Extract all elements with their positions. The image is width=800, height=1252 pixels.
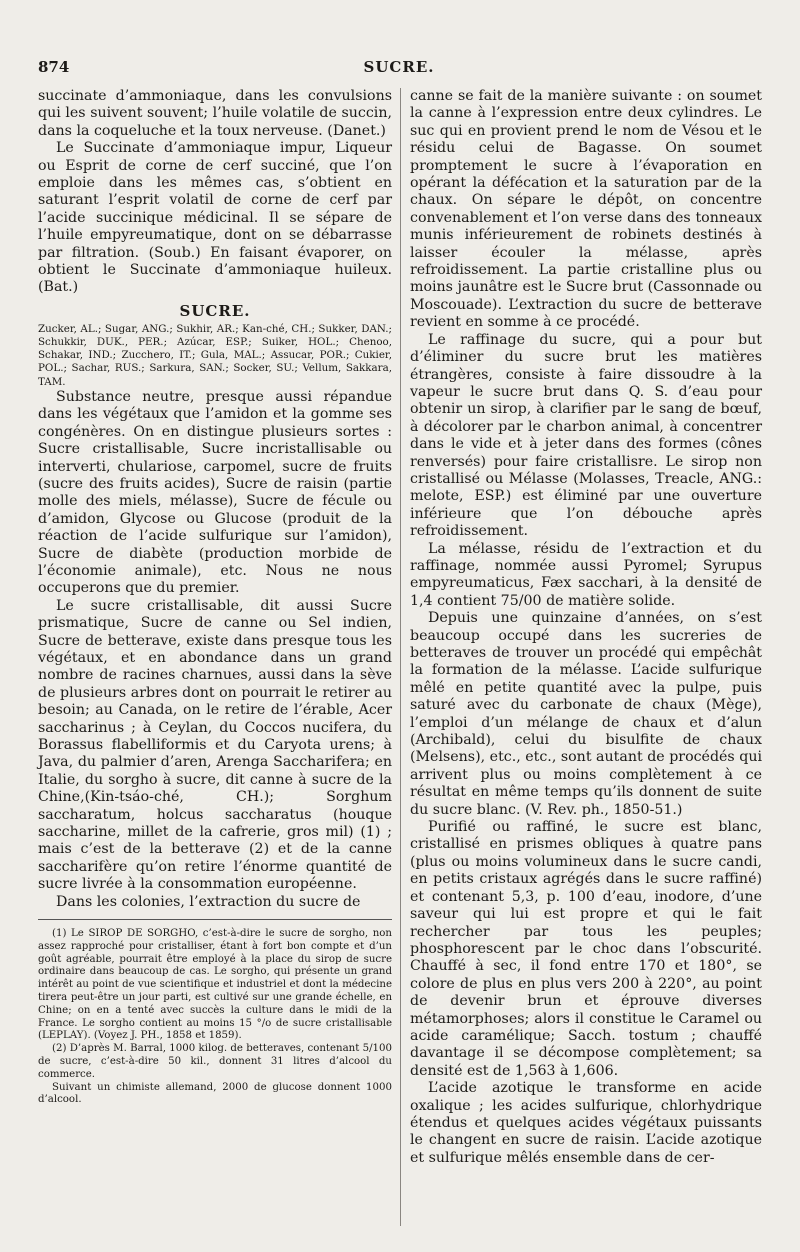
paragraph: Le raffinage du sucre, qui a pour but d’éliminer du sucre brut les matières étrangères, consiste à faire dissoudre à la vapeur le sucre brut dans Q. S. d’eau pour obtenir un sirop, à clarifier par le sang de bœuf, à décolorer par le charbon animal, à concentrer dans le vide et à jeter dans des formes (cônes renversés) pour faire cristallisre. Le sirop non cristallisé ou Mélasse (Molasses, Treacle, ANG.: melote, ESP.) est éliminé par une ouverture inférieure que l’on débouche après refroidissement. bbox=[410, 331, 762, 540]
paragraph: Le Succinate d’ammoniaque impur, Liqueur ou Esprit de corne de cerf succiné, que l’on emploie dans les mêmes cas, s’obtient en saturant l’esprit volatil de corne de cerf par l’acide succinique médicinal. Il se sépare de l’huile empyreumatique, dont on se débarrasse par filtration. (Soub.) En faisant évaporer, on obtient le Succinate d’ammoniaque huileux. (Bat.) bbox=[38, 140, 392, 296]
footnote-rule bbox=[38, 919, 392, 920]
paragraph: Depuis une quinzaine d’années, on s’est beaucoup occupé dans les sucreries de betteraves de trouver un procédé qui empêchât la formation de la mélasse. L’acide sulfurique mêlé en petite quantité avec la pulpe, puis saturé avec du carbonate de chaux (Mège), l’emploi d’un mélange de chaux et d’alun (Archibald), celui du bisulfite de chaux (Melsens), etc., etc., sont autant de procédés qui arrivent plus ou moins complètement à ce résultat en même temps qu’ils donnent de suite du sucre blanc. (V. Rev. ph., 1850-51.) bbox=[410, 610, 762, 818]
synonyms-list: Zucker, AL.; Sugar, ANG.; Sukhir, AR.; Kan-ché, CH.; Sukker, DAN.; Schukkir, DUK., PER.; Azúcar, ESP.; Suiker, HOL.; Chenoo, Schakar, IND.; Zucchero, IT.; Gula, MAL.; Assucar, POR.; Cukier, POL.; Sachar, RUS.; Sarkura, SAN.; Socker, SU.; Vellum, Sakkara, TAM. bbox=[38, 322, 392, 388]
paragraph: succinate d’ammoniaque, dans les convulsions qui les suivent souvent; l’huile volatile de succin, dans la coqueluche et la toux nerveuse. (Danet.) bbox=[38, 88, 392, 139]
column-divider bbox=[400, 88, 401, 1226]
right-column bbox=[410, 88, 762, 1167]
paragraph: La mélasse, résidu de l’extraction et du raffinage, nommée aussi Pyromel; Syrupus empyreumaticus, Fæx sacchari, à la densité de 1,4 contient 75/00 de matière solide. bbox=[410, 540, 762, 609]
paragraph: L’acide azotique le transforme en acide oxalique ; les acides sulfurique, chlorhydrique étendus et quelques acides végétaux puissants le changent en sucre de raisin. L’acide azotique et sulfurique mêlés ensemble dans de cer- bbox=[410, 1080, 762, 1166]
footnote: (2) D’après M. Barral, 1000 kilog. de betteraves, contenant 5/100 de sucre, c’est-à-dire 50 kil., donnent 31 litres d’alcool du commerce. bbox=[38, 1043, 392, 1080]
footnotes bbox=[38, 928, 392, 1107]
running-head: SUCRE. bbox=[363, 58, 435, 76]
left-column bbox=[38, 88, 392, 1107]
paragraph: Dans les colonies, l’extraction du sucre de bbox=[56, 893, 361, 910]
page-number: 874 bbox=[38, 58, 70, 76]
paragraph: Le sucre cristallisable, dit aussi Sucre prismatique, Sucre de canne ou Sel indien, Sucre de betterave, existe dans presque tous les végétaux, et en abondance dans un grand nombre de racines charnues, aussi dans la sève de plusieurs arbres dont on pourrait le retirer au besoin; au Canada, on le retire de l’érable, Acer saccharinus ; à Ceylan, du Coccos nucifera, du Borassus flabelliformis et du Caryota urens; à Java, du palmier d’aren, Arenga Saccharifera; en Italie, du sorgho à sucre, dit canne à sucre de la Chine,(Kin-tsáo-ché, CH.); Sorghum saccharatum, holcus saccharatus (houque saccharine, millet de la cafrerie, gros mil) (1) ; mais c’est de la betterave (2) et de la canne saccharifère qu’on retire l’énorme quantité de sucre livrée à la consommation européenne. bbox=[38, 597, 392, 893]
entry-title: SUCRE. bbox=[179, 301, 251, 320]
footnote: (1) Le SIROP DE SORGHO, c’est-à-dire le sucre de sorgho, non assez rapproché pour cristalliser, étant à fort bon compte et d’un goût agréable, pourrait être employé à la place du sirop de sucre ordinaire dans beaucoup de cas. Le sorgho, qui présente un grand intérêt au point de vue scientifique et industriel et dont la médecine tirera peut-être un jour parti, est cultivé sur une grande échelle, en Chine; on en a tenté avec succès la culture dans le midi de la France. Le sorgho contient au moins 15 °/o de sucre cristallisable (LEPLAY). (Voyez J. PH., 1858 et 1859). bbox=[38, 928, 392, 1042]
paragraph: Substance neutre, presque aussi répandue dans les végétaux que l’amidon et la gomme ses congénères. On en distingue plusieurs sortes : Sucre cristallisable, Sucre incristallisable ou interverti, chulariose, carpomel, sucre de fruits (sucre des fruits acides), Sucre de raisin (partie molle des miels, mélasse), Sucre de fécule ou d’amidon, Glycose ou Glucose (produit de la réaction de l’acide sulfurique sur l’amidon), Sucre de diabète (production morbide de l’économie animale), etc. Nous ne nous occuperons que du premier. bbox=[38, 388, 392, 597]
footnote: Suivant un chimiste allemand, 2000 de glucose donnent 1000 d’alcool. bbox=[38, 1081, 392, 1106]
paragraph: canne se fait de la manière suivante : on soumet la canne à l’expression entre deux cylindres. Le suc qui en provient prend le nom de Vésou et le résidu celui de Bagasse. On soumet promptement le sucre à l’évaporation en opérant la défécation et la saturation par de la chaux. On sépare le dépôt, on concentre convenablement et l’on verse dans des tonneaux munis inférieurement de robinets destinés à laisser écouler la mélasse, après refroidissement. La partie cristalline plus ou moins jaunâtre est le Sucre brut (Cassonnade ou Moscouade). L’extraction du sucre de betterave revient en somme à ce procédé. bbox=[410, 88, 762, 331]
paragraph: Purifié ou raffiné, le sucre est blanc, cristallisé en prismes obliques à quatre pans (plus ou moins volumineux dans le sucre candi, en petits cristaux agrégés dans le sucre raffiné) et contenant 5,3, p. 100 d’eau, inodore, d’une saveur qui lui est propre et qui le fait rechercher par tous les peuples; phosphorescent par le choc dans l’obscurité. Chauffé à sec, il fond entre 170 et 180°, se colore de plus en plus vers 200 à 220°, au point de devenir brun et éprouve diverses métamorphoses; alors il constitue le Caramel ou acide caramélique; Sacch. tostum ; chauffé davantage il se décompose complètement; sa densité est de 1,563 à 1,606. bbox=[410, 819, 762, 1079]
page-header bbox=[38, 58, 760, 80]
